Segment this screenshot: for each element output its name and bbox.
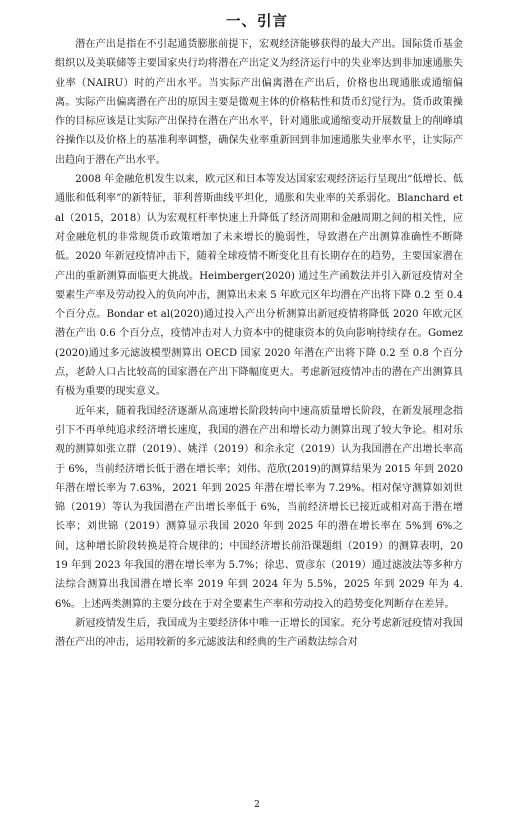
body-text	[55, 35, 463, 653]
paragraph-china-estimates-debate: 近年来，随着我国经济逐渐从高速增长阶段转向中速高质量增长阶段，在新发展理念指引下不再单纯追求经济增长速度，我国的潜在产出和增长动力测算出现了较大争论。相对乐观的测算如张立群（2019）、姚洋（2019）和余永定（2019）认为我国潜在产出增长率高于 6%，当前经济增长低于潜在增长率；刘伟、范欣(2019)的测算结果为 2015 年到 2020 年潜在增长率为 7.63%，2021 年到 2025 年潜在增长率为 7.29%。相对保守测算如刘世锦（2019）等认为我国潜在产出增长率低于 6%，当前经济增长已接近或相对高于潜在增长率；刘世锦（2019）测算显示我国 2020 年到 2025 年的潜在增长率在 5%到 6%之间，这种增长阶段转换是符合规律的；中国经济增长前沿课题组（2019）的测算表明，2019 年到 2023 年我国的潜在增长率为 5.7%；徐忠、贾彦东（2019）通过滤波法等多种方法综合测算出我国潜在增长率 2019 年到 2024 年为 5.5%，2025 年到 2029 年为 4.6%。上述两类测算的主要分歧在于对全要素生产率和劳动投入的趋势变化判断存在差异。	[55, 405, 463, 610]
section-title: 一、引言	[226, 14, 288, 30]
paragraph-financial-crisis-covid: 2008 年金融危机发生以来，欧元区和日本等发达国家宏观经济运行呈现出“低增长、低通胀和低利率”的新特征，菲利普斯曲线平坦化，通胀和失业率的关系弱化。Blanchard et al（2015，2018）认为宏观杠杆率快速上升降低了经济周期和金融周期之间的相关性，应对金融危机的非常规货币政策增加了未来增长的脆弱性，导致潜在产出测算准确性不断降低。2020 年新冠疫情冲击下，随着全球疫情不断变化且有长期存在的趋势，主要国家潜在产出的重新测算面临更大挑战。Heimberger(2020) 通过生产函数法并引入新冠疫情对全要素生产率及劳动投入的负向冲击，测算出未来 5 年欧元区年均潜在产出将下降 0.2 至 0.4 个百分点。Bondar et al(2020)通过投入产出分析测算出新冠疫情将降低 2020 年欧元区潜在产出 0.6 个百分点，疫情冲击对人力资本中的健康资本的负向影响持续存在。Gomez(2020)通过多元滤波模型测算出 OECD 国家 2020 年潜在产出将下降 0.2 至 0.8 个百分点，老龄人口占比较高的国家潜在产出下降幅度更大。考虑新冠疫情冲击的潜在产出测算具有极为重要的现实意义。	[55, 174, 463, 398]
page-number: 2	[254, 800, 260, 810]
paragraph-potential-output-definition: 潜在产出是指在不引起通货膨胀前提下，宏观经济能够获得的最大产出。国际货币基金组织以及美联储等主要国家央行均将潜在产出定义为经济运行中的失业率达到非加速通胀失业率（NAIRU）时的产出水平。当实际产出偏离潜在产出后，价格也出现通胀或通缩偏离。实际产出偏离潜在产出的原因主要是微观主体的价格粘性和货币幻觉行为。货币政策操作的目标应该是让实际产出保持在潜在产出水平，针对通胀或通缩变动开展数量上的削峰填谷操作以及价格上的基准利率调整，确保失业率重新回到非加速通胀失业率水平，让实际产出趋向于潜在产出水平。	[55, 39, 463, 166]
paragraph-covid-china-method: 新冠疫情发生后，我国成为主要经济体中唯一正增长的国家。充分考虑新冠疫情对我国潜在产出的冲击，运用较新的多元滤波法和经典的生产函数法综合对	[55, 617, 463, 649]
